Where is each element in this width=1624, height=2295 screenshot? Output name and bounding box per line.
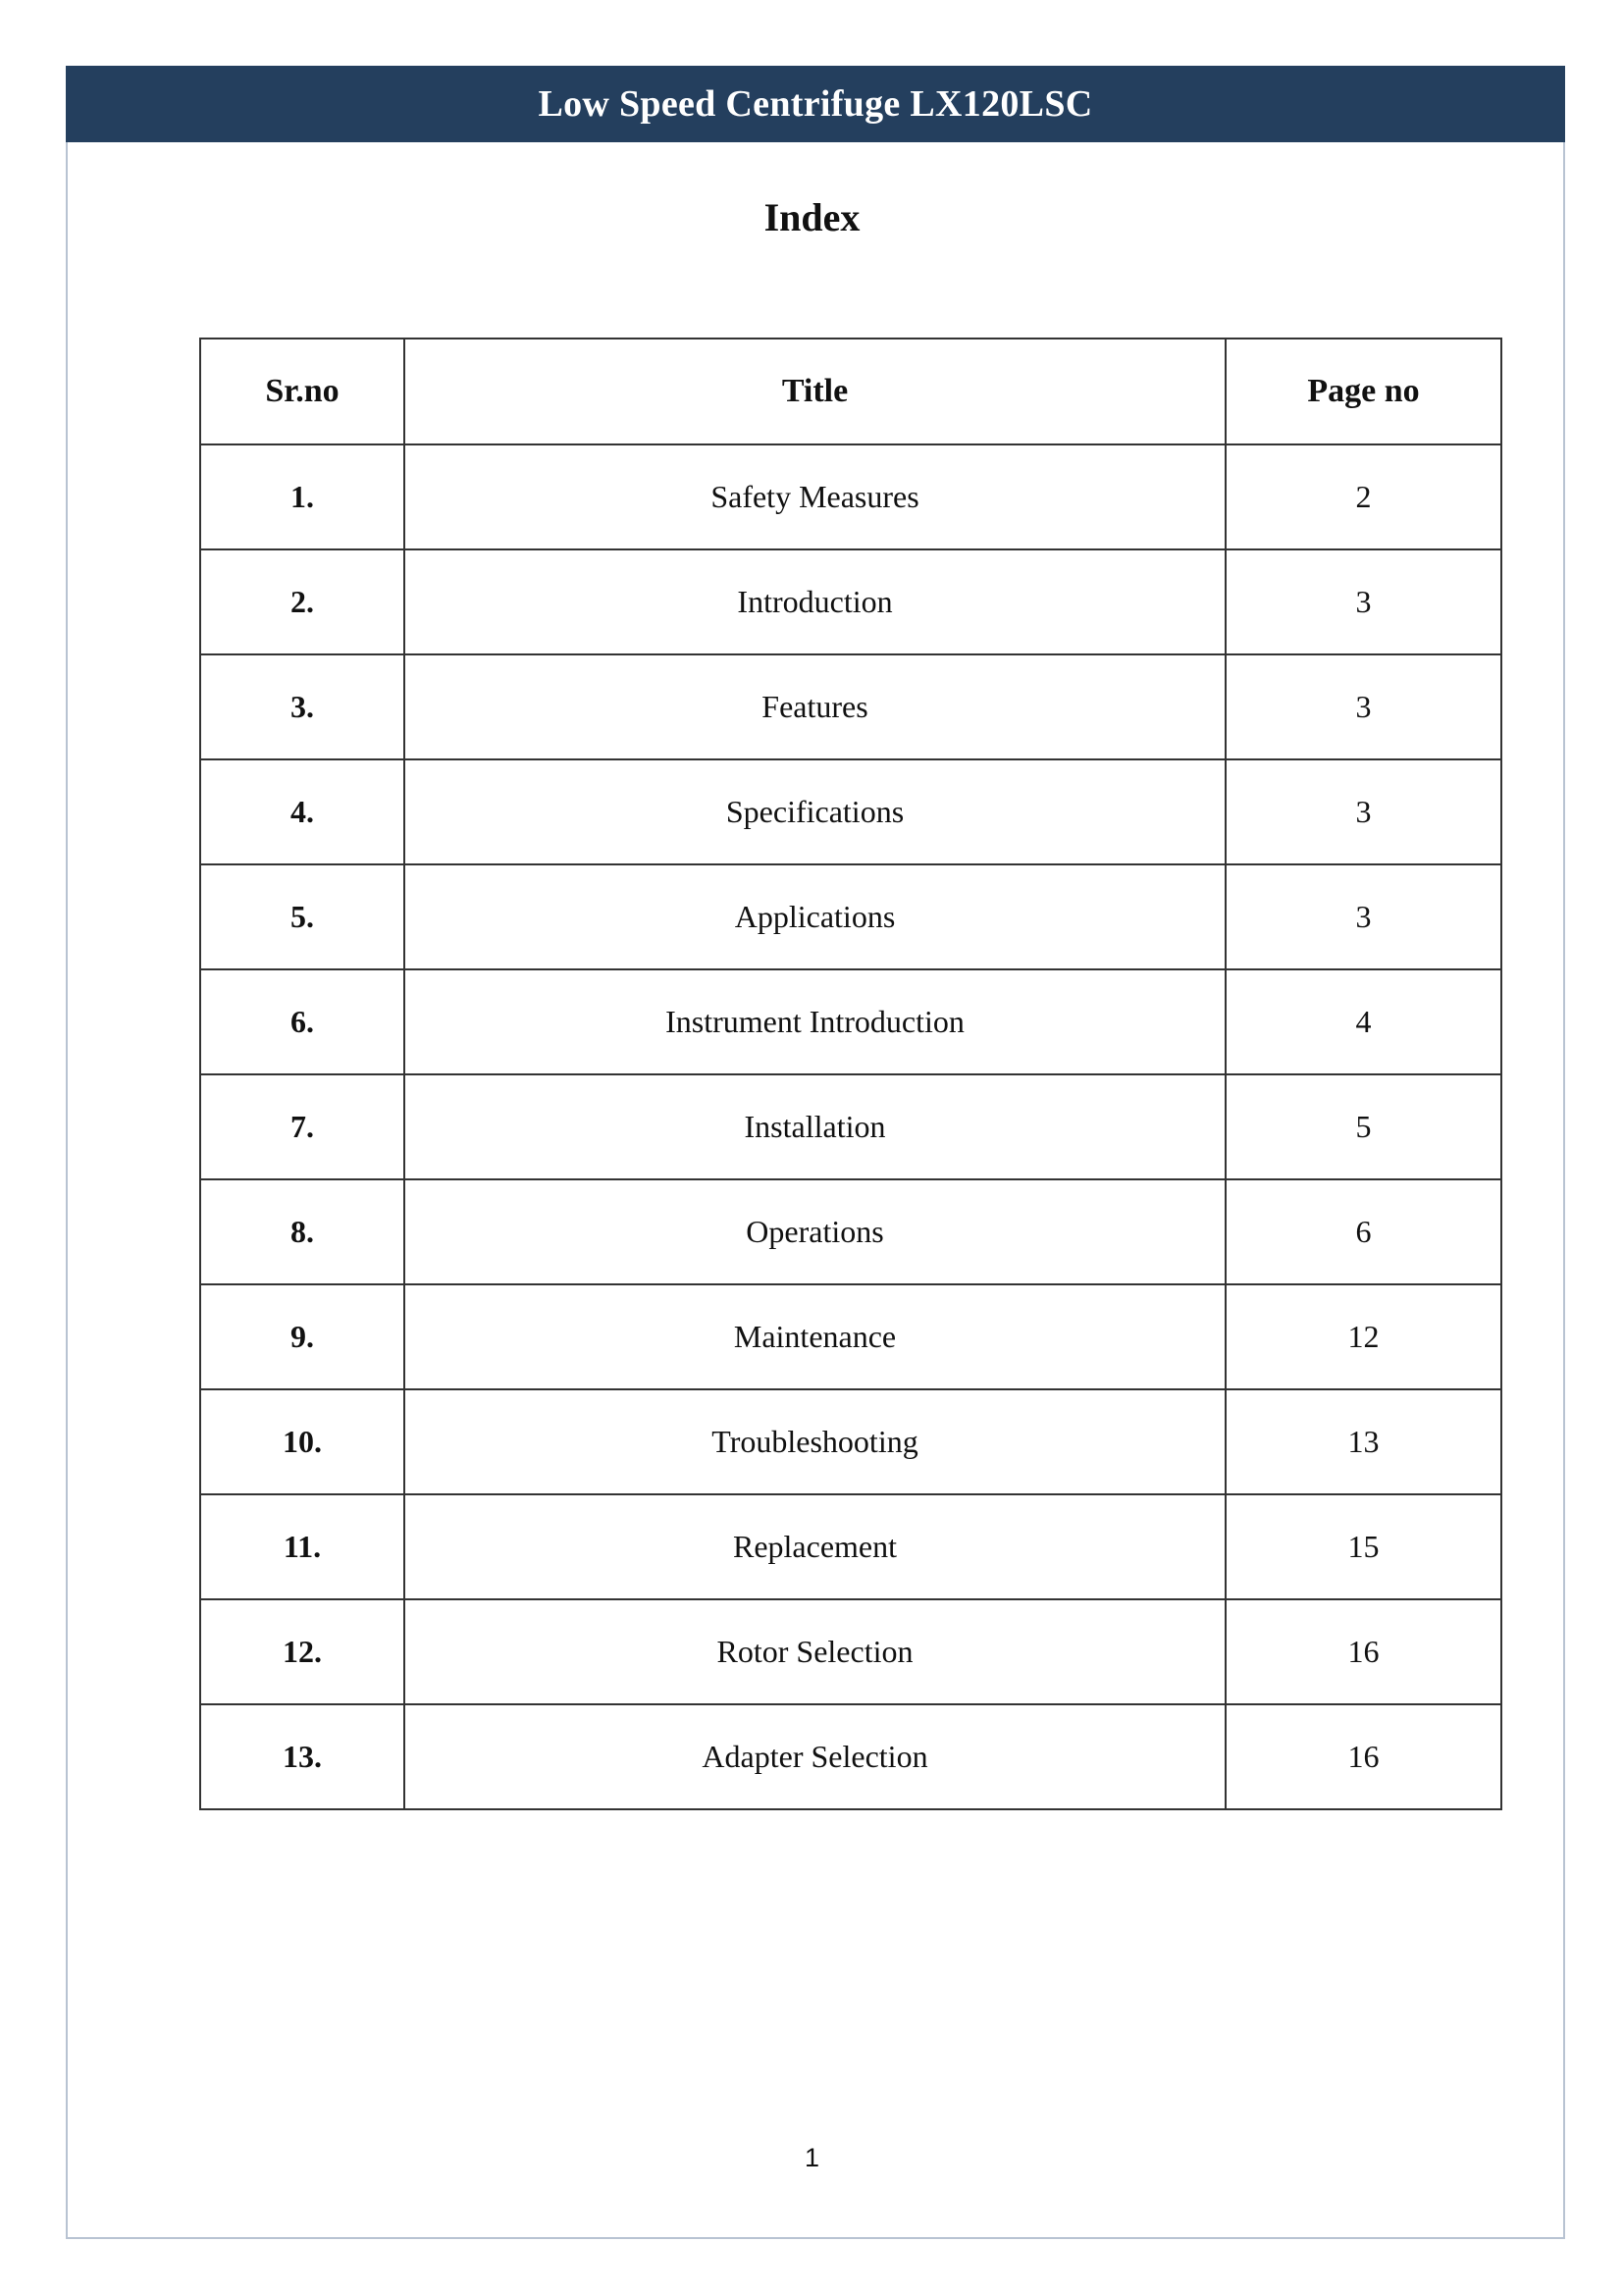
- srno-cell: 3.: [200, 654, 404, 759]
- table-row: [200, 969, 1501, 1074]
- title-cell: Rotor Selection: [404, 1599, 1226, 1704]
- title-cell: Installation: [404, 1074, 1226, 1179]
- page-cell: 13: [1226, 1389, 1501, 1494]
- table-row: [200, 444, 1501, 549]
- title-cell: Specifications: [404, 759, 1226, 864]
- page-cell: 15: [1226, 1494, 1501, 1599]
- srno-cell: 1.: [200, 444, 404, 549]
- srno-cell: 13.: [200, 1704, 404, 1809]
- srno-cell: 8.: [200, 1179, 404, 1284]
- page-cell: 4: [1226, 969, 1501, 1074]
- srno-cell: 11.: [200, 1494, 404, 1599]
- title-cell: Maintenance: [404, 1284, 1226, 1389]
- title-cell: Replacement: [404, 1494, 1226, 1599]
- page-cell: 3: [1226, 864, 1501, 969]
- page-cell: 16: [1226, 1704, 1501, 1809]
- index-heading: Index: [763, 195, 861, 239]
- page-cell: 3: [1226, 549, 1501, 654]
- table-row: [200, 1389, 1501, 1494]
- page-cell: 2: [1226, 444, 1501, 549]
- page-cell: 3: [1226, 759, 1501, 864]
- title-cell: Instrument Introduction: [404, 969, 1226, 1074]
- document-title: Low Speed Centrifuge LX120LSC: [538, 83, 1093, 125]
- page-cell: 6: [1226, 1179, 1501, 1284]
- page-cell: 3: [1226, 654, 1501, 759]
- title-cell: Introduction: [404, 549, 1226, 654]
- table-row: [200, 1074, 1501, 1179]
- title-cell: Safety Measures: [404, 444, 1226, 549]
- srno-cell: 6.: [200, 969, 404, 1074]
- page-number: 1: [804, 2143, 820, 2172]
- srno-cell: 2.: [200, 549, 404, 654]
- title-cell: Applications: [404, 864, 1226, 969]
- table-header-row: [200, 339, 1501, 444]
- title-cell: Adapter Selection: [404, 1704, 1226, 1809]
- page-cell: 5: [1226, 1074, 1501, 1179]
- srno-cell: 7.: [200, 1074, 404, 1179]
- column-header-title: Title: [404, 339, 1226, 444]
- table-row: [200, 654, 1501, 759]
- srno-cell: 10.: [200, 1389, 404, 1494]
- column-header-page: Page no: [1226, 339, 1501, 444]
- table-row: [200, 1494, 1501, 1599]
- title-cell: Features: [404, 654, 1226, 759]
- page-cell: 16: [1226, 1599, 1501, 1704]
- table-row: [200, 549, 1501, 654]
- srno-cell: 12.: [200, 1599, 404, 1704]
- title-cell: Operations: [404, 1179, 1226, 1284]
- page-cell: 12: [1226, 1284, 1501, 1389]
- table-row: [200, 1599, 1501, 1704]
- column-header-srno: Sr.no: [200, 339, 404, 444]
- srno-cell: 4.: [200, 759, 404, 864]
- table-row: [200, 864, 1501, 969]
- table-row: [200, 759, 1501, 864]
- title-cell: Troubleshooting: [404, 1389, 1226, 1494]
- table-row: [200, 1284, 1501, 1389]
- srno-cell: 5.: [200, 864, 404, 969]
- index-table: [199, 338, 1502, 1810]
- document-header: [66, 66, 1565, 142]
- table-row: [200, 1179, 1501, 1284]
- srno-cell: 9.: [200, 1284, 404, 1389]
- table-row: [200, 1704, 1501, 1809]
